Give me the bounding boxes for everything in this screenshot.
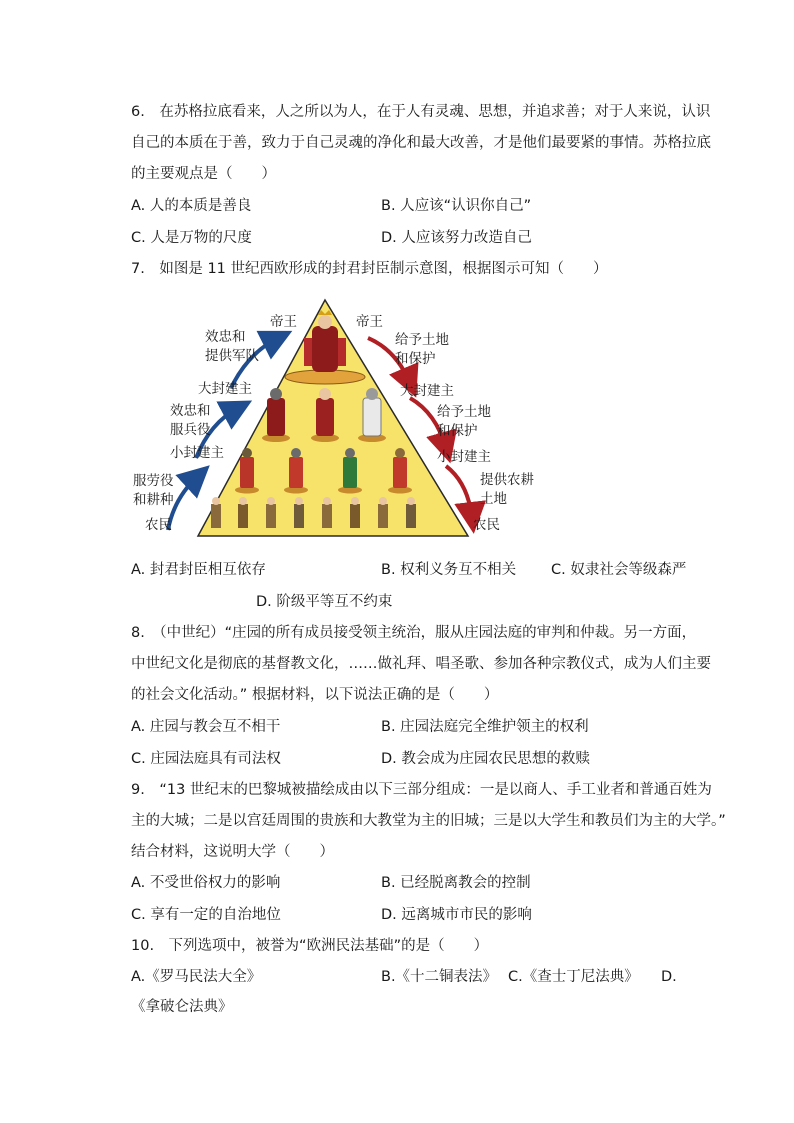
q8-option-a[interactable]: A. 庄园与教会互不相干: [131, 719, 281, 735]
q9-option-b[interactable]: B. 已经脱离教会的控制: [381, 875, 531, 891]
q10-option-c[interactable]: C.《查士丁尼法典》: [508, 969, 639, 985]
label-labor-line1: 服劳役: [133, 473, 174, 489]
q6-stem-line2: 自己的本质在于善，致力于自己灵魂的净化和最大改善，才是他们最要紧的事情。苏格拉底: [131, 135, 711, 151]
q8-stem-line2: 中世纪文化是彻底的基督教文化，……做礼拜、唱圣歌、参加各种宗教仪式，成为人们主要: [131, 656, 711, 672]
label-farm-line1: 提供农耕: [480, 472, 534, 488]
q9-option-a[interactable]: A. 不受世俗权力的影响: [131, 875, 281, 891]
label-peasant-right: 农民: [473, 517, 500, 533]
label-small-lord-left: 小封建主: [170, 445, 224, 461]
q10-option-b[interactable]: B.《十二铜表法》: [381, 969, 498, 985]
q9-stem-line1: 9. “13 世纪末的巴黎城被描绘成由以下三部分组成：一是以商人、手工业者和普通百姓为: [131, 782, 712, 798]
q10-option-a[interactable]: A.《罗马民法大全》: [131, 969, 262, 985]
q9-option-c[interactable]: C. 享有一定的自治地位: [131, 907, 281, 923]
label-king-right: 帝王: [356, 314, 383, 330]
feudal-pyramid-diagram: [128, 298, 548, 543]
q9-stem-line2: 主的大城；二是以宫廷周围的贵族和大教堂为主的旧城；三是以大学生和教员们为主的大学。”: [131, 813, 726, 829]
label-give2-line1: 给予土地: [437, 404, 491, 420]
label-loyalty-line1: 效忠和: [205, 329, 246, 345]
label-service-line2: 服兵役: [170, 422, 211, 438]
q9-option-d[interactable]: D. 远离城市市民的影响: [381, 907, 532, 923]
q6-option-c[interactable]: C. 人是万物的尺度: [131, 230, 252, 246]
q7-option-c[interactable]: C. 奴隶社会等级森严: [551, 562, 687, 578]
king-figure: [304, 310, 346, 372]
label-labor-line2: 和耕种: [133, 492, 174, 508]
q8-option-b[interactable]: B. 庄园法庭完全维护领主的权利: [381, 719, 589, 735]
label-great-lord-right: 大封建主: [400, 383, 454, 399]
q10-stem: 10. 下列选项中，被誉为“欧洲民法基础”的是（ ）: [131, 938, 489, 954]
label-give2-line2: 和保护: [437, 423, 478, 439]
label-give-line1: 给予土地: [395, 332, 449, 348]
label-peasant-left: 农民: [145, 517, 172, 533]
q7-option-d[interactable]: D. 阶级平等互不约束: [256, 594, 393, 610]
q9-stem-line3: 结合材料，这说明大学（ ）: [131, 844, 334, 860]
q8-option-c[interactable]: C. 庄园法庭具有司法权: [131, 751, 281, 767]
q7-option-b[interactable]: B. 权利义务互不相关: [381, 562, 517, 578]
q6-option-d[interactable]: D. 人应该努力改造自己: [381, 230, 532, 246]
q8-option-d[interactable]: D. 教会成为庄园农民思想的救赎: [381, 751, 590, 767]
great-lord-figures: [262, 388, 386, 442]
q8-stem-line3: 的社会文化活动。” 根据材料，以下说法正确的是（ ）: [131, 687, 499, 703]
label-king-left: 帝王: [270, 314, 297, 330]
label-service-line1: 效忠和: [170, 403, 211, 419]
q6-option-a[interactable]: A. 人的本质是善良: [131, 198, 252, 214]
label-small-lord-right: 小封建主: [437, 449, 491, 465]
q6-stem-line1: 6. 在苏格拉底看来，人之所以为人，在于人有灵魂、思想，并追求善；对于人来说，认识: [131, 104, 711, 120]
label-great-lord-left: 大封建主: [198, 381, 252, 397]
label-loyalty-line2: 提供军队: [205, 348, 259, 364]
label-farm-line2: 土地: [480, 491, 507, 507]
q10-option-d-text[interactable]: 《拿破仑法典》: [131, 999, 233, 1015]
q6-stem-line3: 的主要观点是（ ）: [131, 166, 276, 182]
q7-option-a[interactable]: A. 封君封臣相互依存: [131, 562, 266, 578]
q6-option-b[interactable]: B. 人应该“认识你自己”: [381, 198, 532, 214]
q7-stem: 7. 如图是 11 世纪西欧形成的封君封臣制示意图，根据图示可知（ ）: [131, 261, 608, 277]
q8-stem-line1: 8. （中世纪）“庄园的所有成员接受领主统治，服从庄园法庭的审判和仲裁。另一方面，: [131, 625, 697, 641]
label-give-line2: 和保护: [395, 351, 436, 367]
q10-option-d-label[interactable]: D.: [661, 969, 677, 985]
